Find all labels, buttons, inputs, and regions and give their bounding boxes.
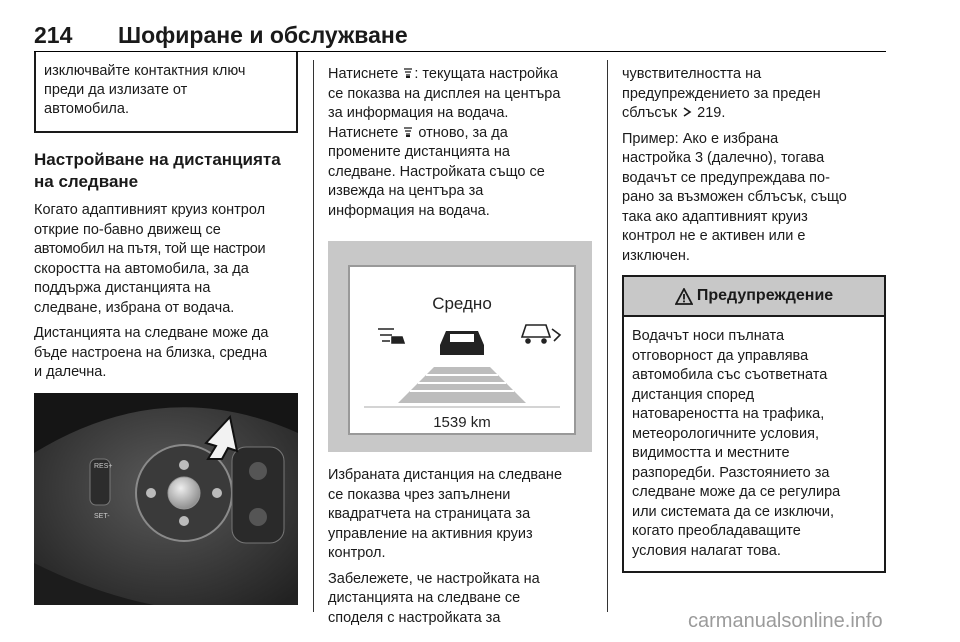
warning-header [624,277,884,317]
res-label: RES+ [94,462,113,470]
warning-body: Водачът носи пълната отговорност да управлява автомобила със съответната дистанция според натовареността на трафика, метеорологичните условия, видимостта и местните разпоредби. Разстоянието за следване може да се регулира или системата да се изключи, когато преобладаващите условия налагат това. [632,328,841,559]
column-2 [328,52,592,634]
paragraph-intro: Когато адаптивният круиз контрол открие по-бавно движещ се автомобил на пътя, той ще настрои скоростта на автомобила, за да поддържа дистанцията на следване, избрана от водача. [34,202,266,316]
paragraph-example: Пример: Ако е избрана настройка 3 (далечно), тогава водачът се предупреждава по- рано за възможен сблъсък, също така ако адаптивният круиз контрол не е активен или е изключен. [622,130,847,264]
paragraph-warning-sensitivity: чувствителността на предупреждението за преден сблъсък 219. [622,66,821,121]
page-reference-icon [681,106,693,118]
heading-line: Настройване на дистанцията [34,150,281,169]
chapter-title: Шофиране и обслужване [118,22,408,48]
warning-triangle-icon [675,288,693,305]
column-3 [622,52,886,573]
watermark: carmanualsonline.info [688,610,883,632]
page-reference-link[interactable]: 219. [693,105,726,121]
warning-box [622,275,886,573]
warning-title: Предупреждение [696,287,834,304]
paragraph-distance-options: Дистанцията на следване може да бъде настроена на близка, средна и далечна. [34,325,269,380]
note-line: изключвайте контактния ключ [44,63,246,79]
driver-info-display [348,265,576,435]
column-1 [34,52,298,605]
section-heading [34,149,298,193]
following-distance-icon [402,67,414,79]
column-divider-2 [607,60,608,612]
note-line: автомобила. [44,101,129,117]
front-car-icon [440,331,484,355]
heading-line: на следване [34,172,139,191]
note-line: преди да излизате от [44,82,188,98]
acc-icon [378,329,404,343]
paragraph-selected-distance: Избраната дистанция на следване се показва чрез запълнени квадратчета на страницата за управление на активния круиз контрол. [328,467,563,561]
following-distance-icon [402,126,414,138]
distance-setting-label: Средно [432,294,492,313]
column-divider-1 [313,60,314,612]
odometer-reading: 1539 km [433,414,491,431]
driver-info-display-figure [328,241,592,452]
paragraph-press-button: Натиснете : текущата настройка се показва на дисплея на центъра за информация на водача. Натиснете отново, за да промените дистанцията на следване. Настройката също се извежда на центъра за информация на водача. [328,66,561,219]
page-header [34,22,886,52]
paragraph-shared-setting: Забележете, че настройката на дистанцията на следване се споделя с настройката за [328,570,540,626]
steering-wheel-controls-photo [34,393,298,605]
collision-alert-icon [522,325,560,343]
set-label: SET- [94,512,110,520]
continued-note-box [34,52,298,133]
page-number: 214 [34,22,73,48]
